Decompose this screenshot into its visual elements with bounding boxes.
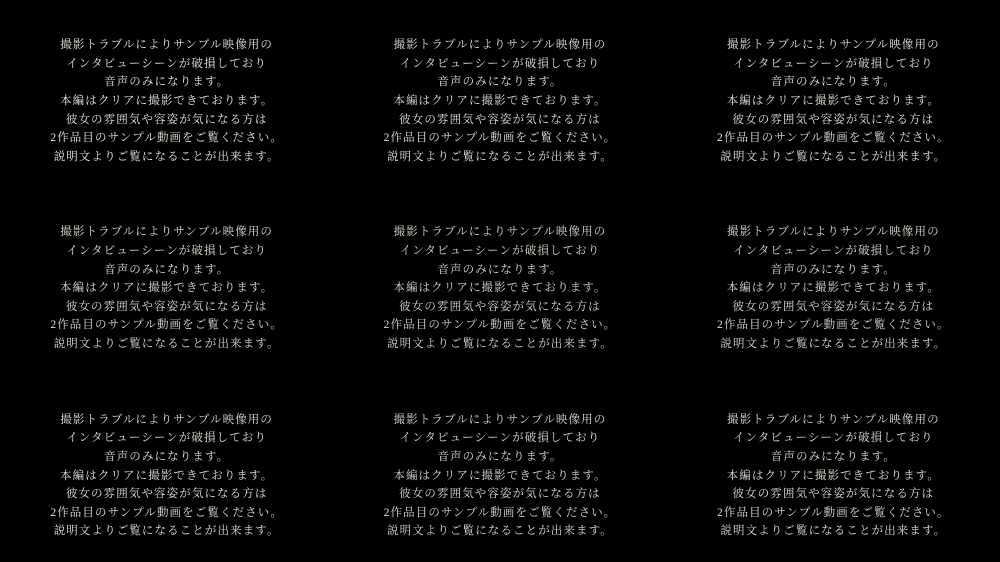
frame-caption <box>384 223 617 353</box>
caption-line: 音声のみになります。 <box>104 450 230 463</box>
caption-line: 説明文よりご覧になることが出来ます。 <box>387 525 613 538</box>
video-frame-cell <box>0 0 333 187</box>
caption-line: 撮影トラブルによりサンプル映像用の <box>60 413 273 426</box>
caption-line: 撮影トラブルによりサンプル映像用の <box>393 413 607 426</box>
caption-line: 2作品目のサンプル動画をご覧ください。 <box>717 132 950 145</box>
caption-line: 彼女の雰囲気や容姿が気になる方は <box>65 300 268 313</box>
caption-line: 2作品目のサンプル動画をご覧ください。 <box>383 319 617 332</box>
video-frame-cell <box>333 0 666 187</box>
caption-line: 撮影トラブルによりサンプル映像用の <box>726 413 940 426</box>
video-frame-cell <box>0 187 333 374</box>
caption-line: 彼女の雰囲気や容姿が気になる方は <box>399 488 601 501</box>
caption-line: 彼女の雰囲気や容姿が気になる方は <box>65 113 268 126</box>
caption-line: 本編はクリアに撮影できております。 <box>726 282 940 295</box>
caption-line: 音声のみになります。 <box>104 76 230 89</box>
caption-line: 2作品目のサンプル動画をご覧ください。 <box>50 132 283 145</box>
caption-line: 撮影トラブルによりサンプル映像用の <box>726 39 940 51</box>
caption-line: 説明文よりご覧になることが出来ます。 <box>720 525 947 538</box>
video-frame-cell <box>667 187 1000 374</box>
caption-line: インタビューシーンが破損しており <box>399 432 601 445</box>
caption-line: インタビューシーンが破損しており <box>66 244 267 257</box>
caption-line: 本編はクリアに撮影できております。 <box>393 282 607 295</box>
caption-line: インタビューシーンが破損しており <box>66 57 267 70</box>
frame-caption <box>384 411 617 541</box>
caption-line: インタビューシーンが破損しており <box>732 432 934 445</box>
caption-line: 2作品目のサンプル動画をご覧ください。 <box>717 506 950 519</box>
caption-line: 説明文よりご覧になることが出来ます。 <box>53 338 280 351</box>
frame-caption <box>717 223 950 353</box>
caption-line: 音声のみになります。 <box>437 450 563 463</box>
video-frame-cell <box>333 187 666 374</box>
caption-line: 本編はクリアに撮影できております。 <box>60 469 274 482</box>
caption-line: 本編はクリアに撮影できております。 <box>726 94 940 107</box>
caption-line: 説明文よりご覧になることが出来ます。 <box>387 150 613 163</box>
caption-line: 2作品目のサンプル動画をご覧ください。 <box>50 506 283 519</box>
video-frame-cell <box>333 375 666 562</box>
caption-line: 彼女の雰囲気や容姿が気になる方は <box>732 300 935 313</box>
frame-caption <box>50 411 283 541</box>
caption-line: 彼女の雰囲気や容姿が気になる方は <box>732 113 935 126</box>
video-frame-cell <box>667 375 1000 562</box>
frame-caption <box>384 36 617 166</box>
caption-line: インタビューシーンが破損しており <box>399 244 601 257</box>
caption-line: 撮影トラブルによりサンプル映像用の <box>60 39 273 51</box>
caption-line: 彼女の雰囲気や容姿が気になる方は <box>399 300 601 313</box>
caption-line: 本編はクリアに撮影できております。 <box>60 94 274 107</box>
caption-line: 説明文よりご覧になることが出来ます。 <box>387 338 613 351</box>
caption-line: インタビューシーンが破損しており <box>732 57 934 70</box>
caption-line: 音声のみになります。 <box>770 76 896 89</box>
frame-caption <box>717 411 950 541</box>
caption-line: 撮影トラブルによりサンプル映像用の <box>393 39 607 51</box>
caption-line: 2作品目のサンプル動画をご覧ください。 <box>717 319 950 332</box>
caption-line: 彼女の雰囲気や容姿が気になる方は <box>732 488 935 501</box>
caption-line: 2作品目のサンプル動画をご覧ください。 <box>383 132 617 145</box>
caption-line: 説明文よりご覧になることが出来ます。 <box>53 150 280 163</box>
frame-caption <box>717 36 950 166</box>
caption-line: 本編はクリアに撮影できております。 <box>393 94 607 107</box>
caption-line: 彼女の雰囲気や容姿が気になる方は <box>399 113 601 126</box>
caption-line: インタビューシーンが破損しており <box>732 244 934 257</box>
caption-line: 本編はクリアに撮影できております。 <box>393 469 607 482</box>
caption-line: インタビューシーンが破損しており <box>399 57 601 70</box>
caption-line: インタビューシーンが破損しており <box>66 432 267 445</box>
caption-line: 彼女の雰囲気や容姿が気になる方は <box>65 488 268 501</box>
caption-line: 撮影トラブルによりサンプル映像用の <box>60 226 273 239</box>
caption-line: 2作品目のサンプル動画をご覧ください。 <box>383 506 617 519</box>
caption-line: 説明文よりご覧になることが出来ます。 <box>720 150 947 163</box>
caption-line: 音声のみになります。 <box>770 450 896 463</box>
caption-line: 本編はクリアに撮影できております。 <box>60 282 274 295</box>
caption-line: 撮影トラブルによりサンプル映像用の <box>726 226 940 239</box>
caption-line: 音声のみになります。 <box>104 263 230 276</box>
caption-line: 本編はクリアに撮影できております。 <box>726 469 940 482</box>
frame-caption <box>50 223 283 353</box>
caption-line: 2作品目のサンプル動画をご覧ください。 <box>50 319 283 332</box>
caption-line: 説明文よりご覧になることが出来ます。 <box>720 338 947 351</box>
caption-line: 音声のみになります。 <box>770 263 896 276</box>
caption-line: 説明文よりご覧になることが出来ます。 <box>53 525 280 538</box>
video-frame-cell <box>0 375 333 562</box>
caption-line: 撮影トラブルによりサンプル映像用の <box>393 226 607 239</box>
caption-line: 音声のみになります。 <box>437 263 563 276</box>
caption-line: 音声のみになります。 <box>437 76 563 89</box>
frame-caption <box>50 36 283 166</box>
video-frame-cell <box>667 0 1000 187</box>
